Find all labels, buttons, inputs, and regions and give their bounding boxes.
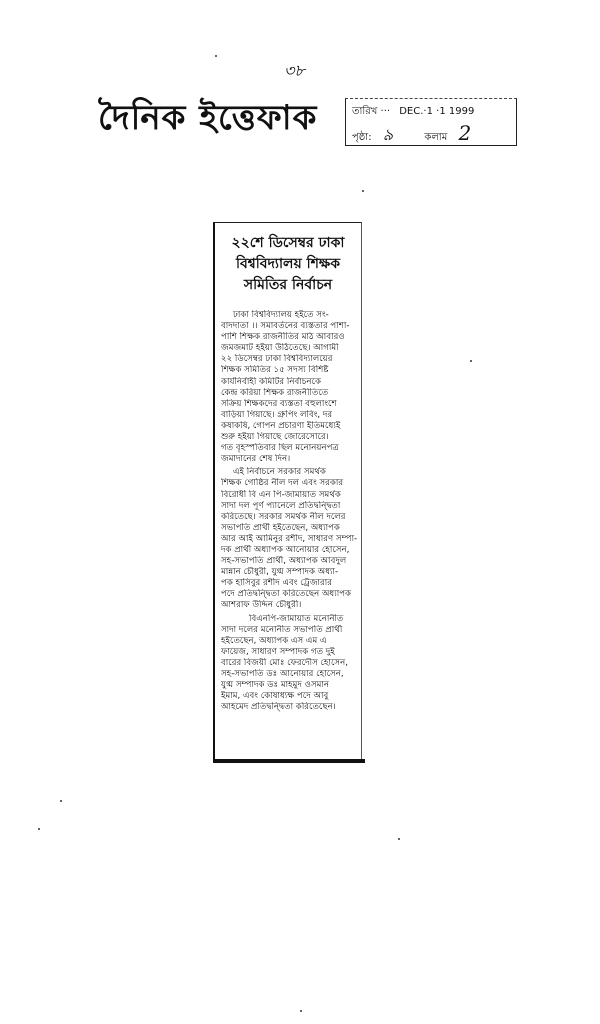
newspaper-masthead: দৈনিক ইত্তেফাক [98,98,318,138]
column-label: কলাম [424,132,448,143]
article-line: জমজমাট হইয়া উঠিতেছে। আগামী [221,343,339,354]
article-line: বিরোধী বি এন পি-জামায়াত সমর্থক [221,489,341,500]
article-line: পদে প্রতিদ্বন্দ্বিতা করিতেছেন অধ্যাপক [221,589,352,600]
article-line: কার্যনির্বাহী কমিটির নির্বাচনকে [221,376,321,387]
headline-line: বিশ্ববিদ্যালয় শিক্ষক [235,256,341,272]
article-line: আর আই আমিনুর রশীদ, সাধারণ সম্পা- [221,533,357,544]
article-line: আহমেদ প্রতিদ্বন্দ্বিতা করিতেছেন। [221,702,336,713]
article-body [221,310,357,713]
clipping-stamp [345,98,517,146]
article-paragraph [221,614,357,714]
article-line: পাশি শিক্ষক রাজনীতির মাঠ আবারও [221,332,345,343]
article-paragraph [221,467,357,611]
date-value: DEC.·1 ·1 1999 [399,106,475,117]
article-line: ফায়েজ, সাধারণ সম্পাদক গত দুই [221,646,335,657]
article-line: সহ-সভাপতি ডঃ আনোয়ার হোসেন, [221,669,344,679]
article-line: মান্নান চৌধুরী, যুগ্ম সম্পাদক অধ্যা- [221,567,339,578]
article-paragraph [221,310,357,465]
article-line: কেন্দ্র করিয়া শিক্ষক রাজনীতিতে [221,387,329,398]
column-value: 2 [458,121,472,145]
date-label: তারিখ ··· [352,106,391,117]
handwritten-page-number: ৩৮ [284,61,305,80]
article-line: পক হাসিবুর রশীদ এবং ট্রেজারার [221,578,332,589]
headline-line: সমিতির নির্বাচন [243,277,333,293]
article-line: শুরু হইয়া গিয়াছে জোরেসোরে। [221,432,329,443]
article-line: এই নির্বাচনে সরকার সমর্থক [233,467,326,478]
article-line: ইমাম, এবং কোষাধ্যক্ষ পদে আবু [221,691,329,702]
article-line: বিএনপি-জামায়াত মনোনীত [249,613,344,624]
headline-line: ২২শে ডিসেম্বর ঢাকা [231,235,345,251]
article-line: যুগ্ম সম্পাদক ডঃ মাহমুদ ওসমান [221,680,330,691]
article-line: ঢাকা বিশ্ববিদ্যালয় হইতে সং- [233,310,329,320]
article-line: সভাপতি প্রার্থী হইতেছেন, অধ্যাপক [221,522,340,533]
article-line: হইতেছেন, অধ্যাপক এস এম এ [221,635,327,646]
article-line: ২২ ডিসেম্বর ঢাকা বিশ্ববিদ্যালয়ের [221,354,333,365]
article-line: কষাকষি, গোপন প্রচারণা ইতিমধ্যেই [221,420,341,431]
news-article [213,222,362,759]
article-line: আশরাফ উদ্দিন চৌধুরী। [221,600,302,611]
article-line: জমাদানের শেষ দিন। [221,454,291,465]
article-line: সক্রিয় শিক্ষকদের ব্যস্ততা বহুলাংশে [221,398,337,409]
article-line: শিক্ষক গোষ্ঠির নীল দল এবং সরকার [221,478,344,489]
article-line: সাদা দলের মনোনীত সভাপতি প্রার্থী [221,624,343,635]
article-line: সহ-সভাপতি প্রার্থী, অধ্যাপক আবদুল [221,556,347,567]
article-line: বারের বিজয়ী মোঃ ফেরদৌস হোসেন, [221,657,348,668]
article-line: গত বৃহস্পতিবার ছিল মনোনয়নপত্র [221,443,339,454]
article-line: সাদা দল পূর্ণ প্যানেলে প্রতিদ্বন্দ্বিতা [221,500,341,511]
article-headline [215,233,361,296]
page-value: ৯ [382,125,394,144]
page-label: পৃষ্ঠা: [352,132,372,143]
article-line: দক প্রার্থী অধ্যাপক আনোয়ার হোসেন, [221,544,350,555]
article-line: শিক্ষক সমিতির ১৫ সদস্য বিশিষ্ট [221,365,329,376]
article-line: বাড়িয়া গিয়াছে। গ্রুপিং লবিং, দর [221,409,333,420]
article-line: করিতেছে। সরকার সমর্থক নীল দলের [221,511,346,522]
article-line: বাদদাতা ।। সমাবর্তনের ব্যস্ততার পাশা- [221,321,350,332]
